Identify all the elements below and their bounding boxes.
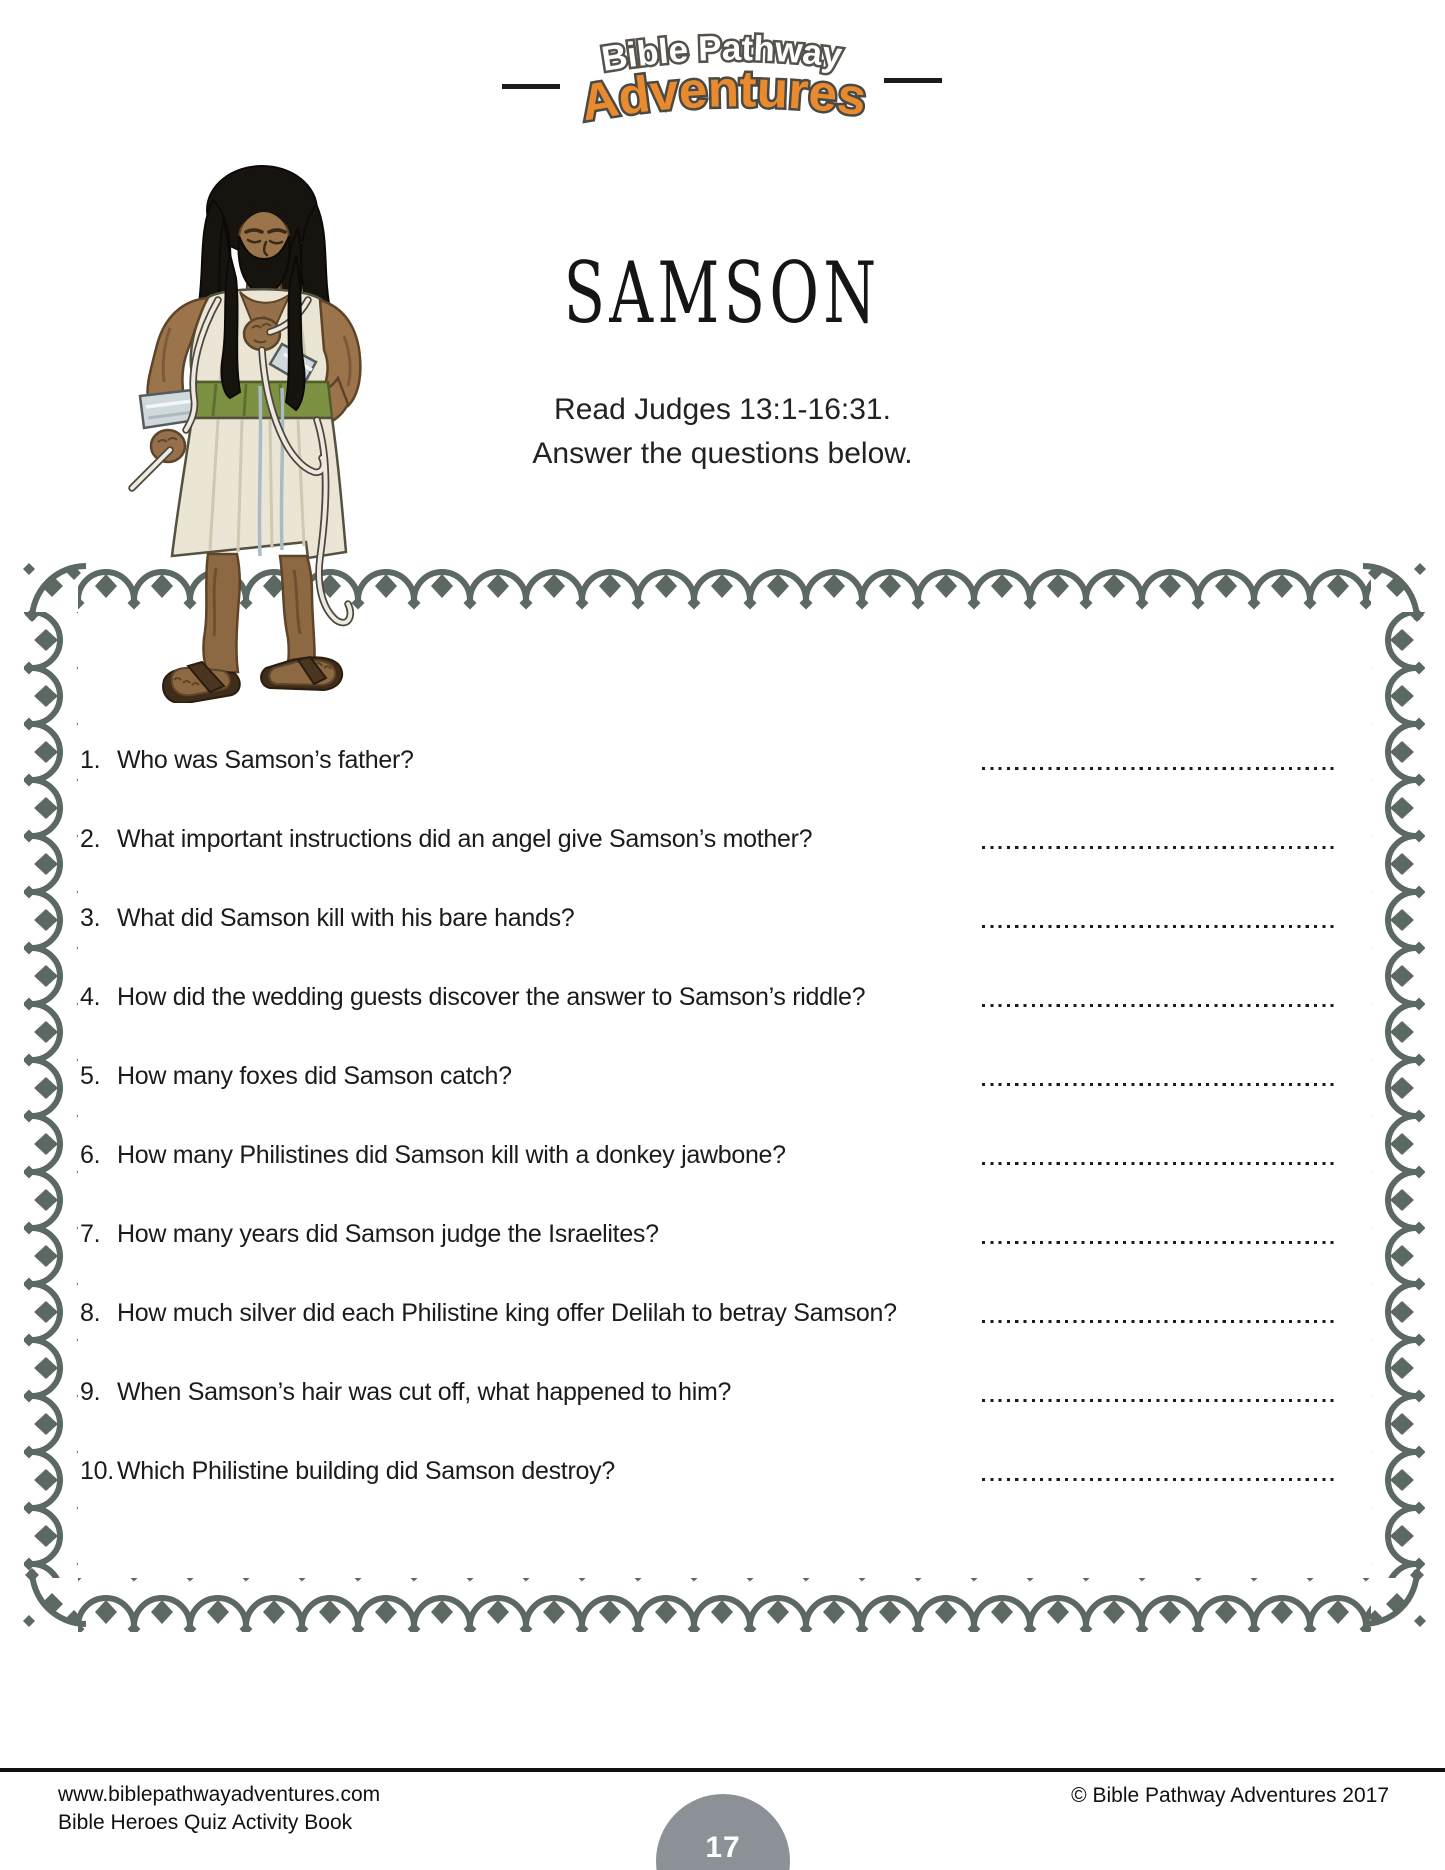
question-row bbox=[80, 982, 1338, 1013]
answer-dotted-line bbox=[982, 1083, 1338, 1086]
question-text: How many Philistines did Samson kill with a donkey jawbone? bbox=[117, 1141, 786, 1169]
question-number: 1. bbox=[80, 746, 101, 774]
question-text: What important instructions did an angel give Samson’s mother? bbox=[117, 825, 813, 853]
question-number: 3. bbox=[80, 904, 101, 932]
question-number: 5. bbox=[80, 1062, 101, 1090]
footer-copyright: © Bible Pathway Adventures 2017 bbox=[1071, 1784, 1389, 1807]
page-number: 17 bbox=[705, 1831, 741, 1864]
question-row bbox=[80, 824, 1338, 855]
answer-dotted-line bbox=[982, 767, 1338, 770]
question-number: 7. bbox=[80, 1220, 101, 1248]
bible-pathway-adventures-logo bbox=[492, 18, 952, 128]
answer-dotted-line bbox=[982, 1004, 1338, 1007]
question-number: 8. bbox=[80, 1299, 101, 1327]
question-row bbox=[80, 903, 1338, 934]
question-row bbox=[80, 1140, 1338, 1171]
question-text: What did Samson kill with his bare hands? bbox=[117, 904, 575, 932]
question-list bbox=[80, 745, 1338, 1535]
answer-dotted-line bbox=[982, 1478, 1338, 1481]
question-text: Which Philistine building did Samson destroy? bbox=[117, 1457, 615, 1485]
samson-illustration bbox=[112, 158, 362, 703]
answer-dotted-line bbox=[982, 1399, 1338, 1402]
logo-line2: Adventures bbox=[576, 60, 870, 128]
answer-dotted-line bbox=[982, 846, 1338, 849]
answer-dotted-line bbox=[982, 925, 1338, 928]
question-row bbox=[80, 1219, 1338, 1250]
question-text: How did the wedding guests discover the answer to Samson’s riddle? bbox=[117, 983, 866, 1011]
question-text: How many years did Samson judge the Israelites? bbox=[117, 1220, 659, 1248]
footer-book-title: Bible Heroes Quiz Activity Book bbox=[58, 1811, 353, 1834]
question-text: How much silver did each Philistine king offer Delilah to betray Samson? bbox=[117, 1299, 897, 1327]
logo-dash-right bbox=[884, 78, 942, 83]
question-text: Who was Samson’s father? bbox=[117, 746, 414, 774]
footer-left bbox=[58, 1781, 380, 1837]
page-title: SAMSON bbox=[564, 244, 881, 342]
question-number: 10. bbox=[80, 1457, 114, 1485]
question-text: How many foxes did Samson catch? bbox=[117, 1062, 512, 1090]
answer-dotted-line bbox=[982, 1320, 1338, 1323]
logo-line1: Bible Pathway bbox=[598, 28, 845, 79]
question-text: When Samson’s hair was cut off, what happened to him? bbox=[117, 1378, 732, 1406]
page-number-badge bbox=[656, 1794, 790, 1870]
question-row bbox=[80, 745, 1338, 776]
question-row bbox=[80, 1298, 1338, 1329]
footer-website: www.biblepathwayadventures.com bbox=[58, 1783, 381, 1806]
instruction-line: Answer the questions below. bbox=[532, 437, 913, 470]
question-number: 2. bbox=[80, 825, 101, 853]
instruction-line: Read Judges 13:1-16:31. bbox=[554, 393, 891, 426]
question-row bbox=[80, 1061, 1338, 1092]
footer-divider bbox=[0, 1768, 1445, 1772]
question-row bbox=[80, 1377, 1338, 1408]
question-number: 4. bbox=[80, 983, 101, 1011]
logo-dash-left bbox=[502, 84, 560, 89]
question-number: 9. bbox=[80, 1378, 101, 1406]
question-row bbox=[80, 1456, 1338, 1487]
answer-dotted-line bbox=[982, 1162, 1338, 1165]
question-number: 6. bbox=[80, 1141, 101, 1169]
answer-dotted-line bbox=[982, 1241, 1338, 1244]
